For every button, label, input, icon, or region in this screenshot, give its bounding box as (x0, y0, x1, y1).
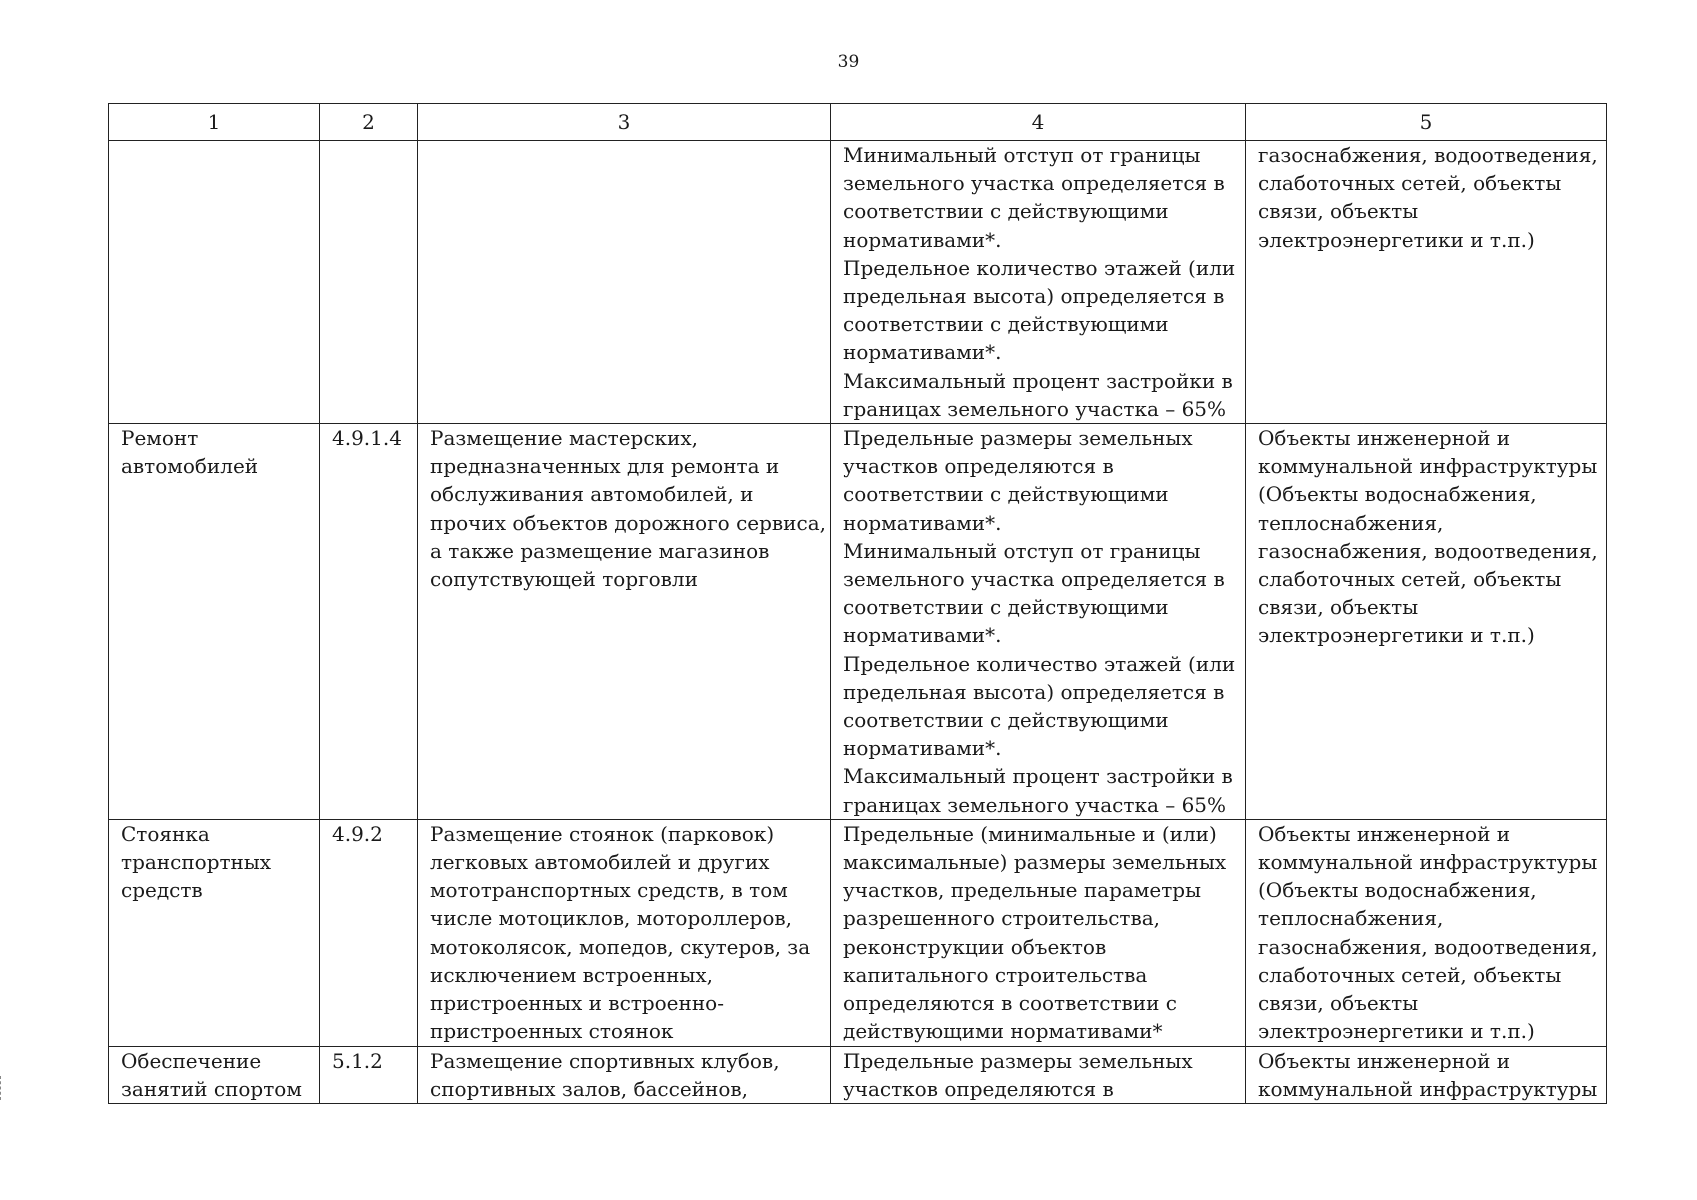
text-line: границах земельного участка – 65% (843, 396, 1227, 421)
text-line: теплоснабжения, (1258, 510, 1444, 535)
text-line: (Объекты водоснабжения, (1258, 878, 1537, 903)
text-line: связи, объекты (1258, 991, 1419, 1016)
text-line: Предельные размеры земельных (843, 426, 1193, 451)
text-line: газоснабжения, водоотведения, (1258, 143, 1598, 167)
text-line: газоснабжения, водоотведения, (1258, 934, 1598, 959)
text-line: теплоснабжения, (1258, 906, 1444, 931)
text-line: слаботочных сетей, объекты (1258, 171, 1562, 196)
use-name-cell (109, 819, 320, 1046)
use-name-cell (109, 1046, 320, 1103)
land-use-table (108, 103, 1607, 1104)
text-line: Максимальный процент застройки в (843, 764, 1233, 789)
text-line: Объекты инженерной и (1258, 426, 1511, 451)
scan-edge-mark (0, 1076, 4, 1100)
text-line: земельного участка определяется в (843, 567, 1225, 592)
auxiliary-uses-cell (1246, 424, 1607, 820)
use-name-cell (109, 424, 320, 820)
use-code-cell: 5.1.2 (320, 1046, 418, 1103)
table-row (109, 141, 1607, 424)
text-line: участков, предельные параметры (843, 878, 1202, 903)
page-number: 39 (837, 52, 860, 72)
use-code-cell: 4.9.1.4 (320, 424, 418, 820)
text-line: Предельные размеры земельных (843, 1048, 1193, 1073)
text-line: Предельное количество этажей (или (843, 651, 1236, 676)
text-line: легковых автомобилей и других (430, 850, 770, 875)
text-line: Минимальный отступ от границы (843, 143, 1201, 167)
use-name-cell (109, 141, 320, 424)
text-line: соответствии с действующими (843, 312, 1169, 337)
text-line: слаботочных сетей, объекты (1258, 962, 1562, 987)
text-line: средств (121, 878, 203, 903)
text-line: предназначенных для ремонта и (430, 454, 780, 479)
text-line: предельная высота) определяется в (843, 679, 1225, 704)
table-header-row (109, 104, 1607, 141)
text-line: электроэнергетики и т.п.) (1258, 227, 1535, 252)
text-line: сопутствующей торговли (430, 567, 698, 592)
text-line: разрешенного строительства, (843, 906, 1161, 931)
table-row (109, 1046, 1607, 1103)
text-line: газоснабжения, водоотведения, (1258, 538, 1598, 563)
text-line: спортивных залов, бассейнов, (430, 1076, 748, 1101)
text-line: нормативами*. (843, 510, 1002, 535)
text-line: соответствии с действующими (843, 708, 1169, 733)
text-line: соответствии с действующими (843, 482, 1169, 507)
text-line: реконструкции объектов (843, 934, 1107, 959)
text-line: Максимальный процент застройки в (843, 368, 1233, 393)
text-line: Минимальный отступ от границы (843, 538, 1201, 563)
text-line: мотоколясок, мопедов, скутеров, за (430, 934, 811, 959)
text-line: Обеспечение (121, 1048, 262, 1073)
text-line: Размещение мастерских, (430, 426, 699, 451)
parameters-cell (831, 424, 1246, 820)
text-line: нормативами*. (843, 736, 1002, 761)
header-cell-5: 5 (1246, 104, 1607, 141)
text-line: коммунальной инфраструктуры (1258, 850, 1598, 875)
text-line: пристроенных стоянок (430, 1019, 674, 1044)
text-line: действующими нормативами* (843, 1019, 1163, 1044)
text-line: транспортных (121, 850, 272, 875)
text-line: Размещение спортивных клубов, (430, 1048, 780, 1073)
text-line: коммунальной инфраструктуры (1258, 1076, 1598, 1101)
text-line: (Объекты водоснабжения, (1258, 482, 1537, 507)
text-line: предельная высота) определяется в (843, 284, 1225, 309)
text-line: автомобилей (121, 454, 259, 479)
parameters-cell (831, 1046, 1246, 1103)
text-line: соответствии с действующими (843, 595, 1169, 620)
text-line: определяются в соответствии с (843, 991, 1178, 1016)
text-line: числе мотоциклов, мотороллеров, (430, 906, 793, 931)
text-line: а также размещение магазинов (430, 538, 770, 563)
text-line: соответствии с действующими (843, 199, 1169, 224)
text-line: Стоянка (121, 821, 210, 846)
text-line: Предельное количество этажей (или (843, 255, 1236, 280)
table-row (109, 424, 1607, 820)
auxiliary-uses-cell (1246, 819, 1607, 1046)
header-cell-2: 2 (320, 104, 418, 141)
text-line: Ремонт (121, 426, 199, 451)
header-cell-1: 1 (109, 104, 320, 141)
header-cell-3: 3 (418, 104, 831, 141)
text-line: Размещение стоянок (парковок) (430, 821, 775, 846)
text-line: электроэнергетики и т.п.) (1258, 1019, 1535, 1044)
text-line: коммунальной инфраструктуры (1258, 454, 1598, 479)
text-line: Объекты инженерной и (1258, 821, 1511, 846)
use-description-cell (418, 141, 831, 424)
text-line: мототранспортных средств, в том (430, 878, 788, 903)
text-line: Предельные (минимальные и (или) (843, 821, 1217, 846)
text-line: занятий спортом (121, 1076, 302, 1101)
parameters-cell (831, 141, 1246, 424)
text-line: участков определяются в (843, 454, 1114, 479)
text-line: капитального строительства (843, 962, 1148, 987)
use-code-cell (320, 141, 418, 424)
auxiliary-uses-cell (1246, 1046, 1607, 1103)
text-line: слаботочных сетей, объекты (1258, 567, 1562, 592)
text-line: исключением встроенных, (430, 962, 714, 987)
text-line: обслуживания автомобилей, и (430, 482, 754, 507)
text-line: электроэнергетики и т.п.) (1258, 623, 1535, 648)
text-line: участков определяются в (843, 1076, 1114, 1101)
text-line: Объекты инженерной и (1258, 1048, 1511, 1073)
text-line: пристроенных и встроенно- (430, 991, 724, 1016)
text-line: связи, объекты (1258, 595, 1419, 620)
parameters-cell (831, 819, 1246, 1046)
text-line: нормативами*. (843, 623, 1002, 648)
text-line: связи, объекты (1258, 199, 1419, 224)
table-row (109, 819, 1607, 1046)
use-description-cell (418, 819, 831, 1046)
auxiliary-uses-cell (1246, 141, 1607, 424)
use-description-cell (418, 424, 831, 820)
text-line: нормативами*. (843, 340, 1002, 365)
text-line: нормативами*. (843, 227, 1002, 252)
use-description-cell (418, 1046, 831, 1103)
text-line: земельного участка определяется в (843, 171, 1225, 196)
header-cell-4: 4 (831, 104, 1246, 141)
text-line: максимальные) размеры земельных (843, 850, 1227, 875)
text-line: границах земельного участка – 65% (843, 792, 1227, 817)
use-code-cell: 4.9.2 (320, 819, 418, 1046)
text-line: прочих объектов дорожного сервиса, (430, 510, 826, 535)
